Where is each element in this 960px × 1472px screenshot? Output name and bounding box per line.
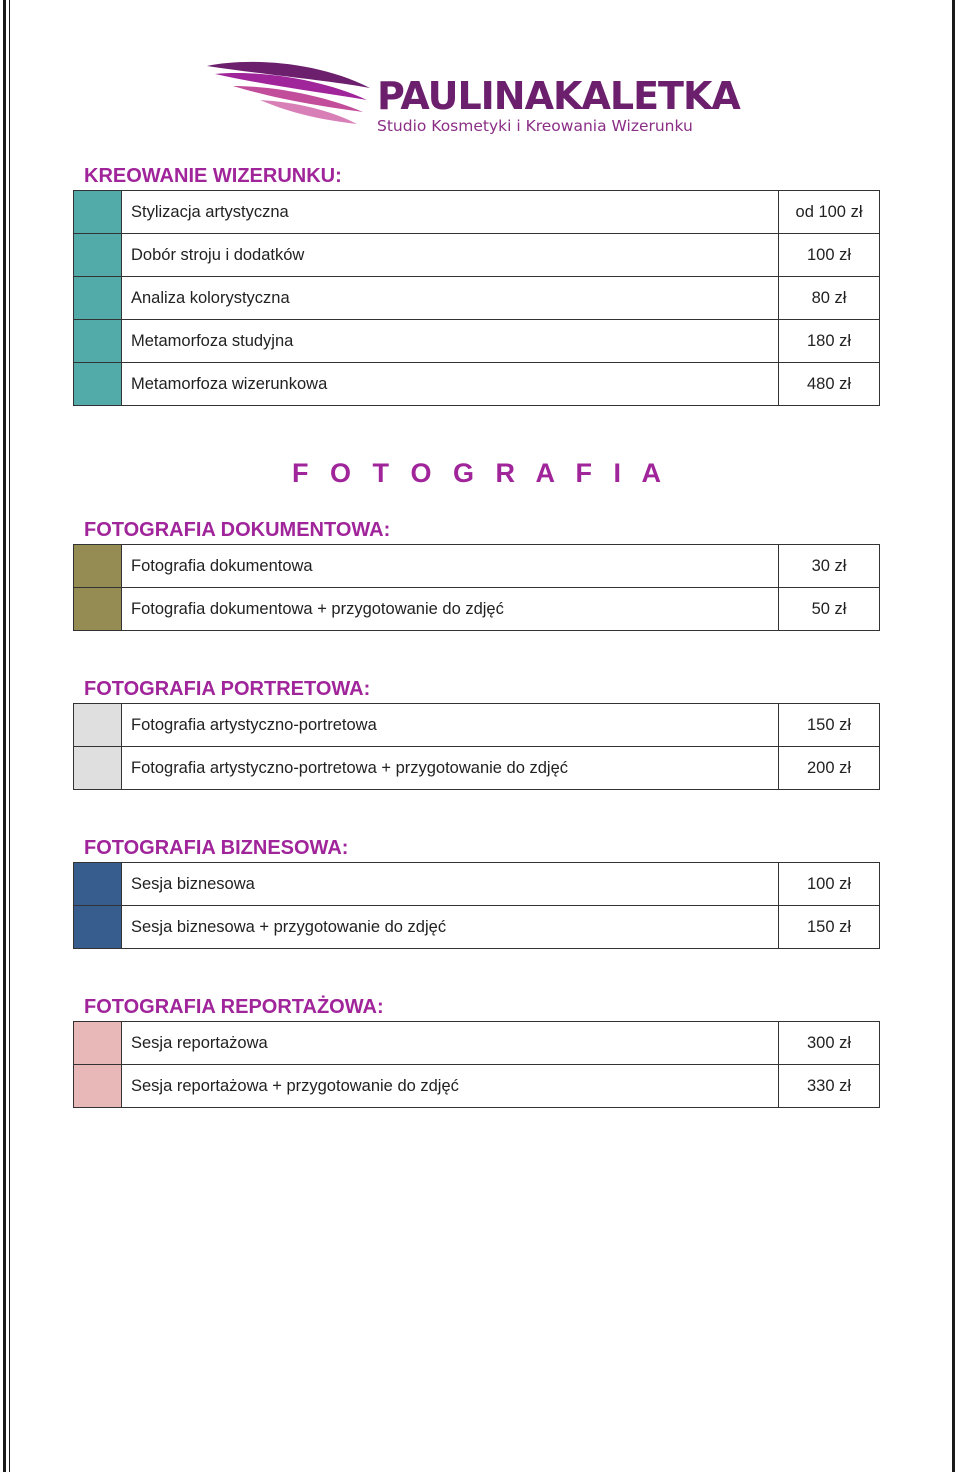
price-table-reportazowa bbox=[73, 1021, 880, 1108]
page-border-left bbox=[3, 0, 6, 1472]
service-name: Fotografia artystyczno-portretowa + przygotowanie do zdjęć bbox=[131, 759, 569, 777]
service-price: 50 zł bbox=[778, 588, 879, 630]
section-title-biznesowa: FOTOGRAFIA BIZNESOWA: bbox=[84, 837, 349, 859]
logo-tagline: Studio Kosmetyki i Kreowania Wizerunku bbox=[377, 117, 693, 135]
logo-name: PAULINAKALETKA bbox=[377, 74, 740, 118]
service-price: 100 zł bbox=[778, 234, 879, 276]
table-row bbox=[74, 545, 879, 587]
table-row bbox=[74, 1064, 879, 1107]
service-name: Analiza kolorystyczna bbox=[131, 289, 290, 307]
logo bbox=[205, 58, 775, 140]
service-name: Sesja biznesowa bbox=[131, 875, 255, 893]
service-name: Stylizacja artystyczna bbox=[131, 203, 289, 221]
service-price: 150 zł bbox=[778, 906, 879, 948]
service-price: 150 zł bbox=[778, 704, 879, 746]
service-name: Metamorfoza studyjna bbox=[131, 332, 294, 350]
service-name: Sesja reportażowa bbox=[131, 1034, 268, 1052]
service-name: Sesja reportażowa + przygotowanie do zdjęć bbox=[131, 1077, 459, 1095]
service-price: 300 zł bbox=[778, 1022, 879, 1064]
service-price: 200 zł bbox=[778, 747, 879, 789]
service-price: 100 zł bbox=[778, 863, 879, 905]
table-row bbox=[74, 704, 879, 746]
table-row bbox=[74, 746, 879, 789]
section-title-kreowanie: KREOWANIE WIZERUNKU: bbox=[84, 165, 342, 187]
price-table-portretowa bbox=[73, 703, 880, 790]
page-title: F O T O G R A F I A bbox=[292, 458, 668, 488]
table-row bbox=[74, 905, 879, 948]
service-name: Fotografia dokumentowa bbox=[131, 557, 313, 575]
price-table-biznesowa bbox=[73, 862, 880, 949]
page-border-left-inner bbox=[9, 0, 10, 1472]
table-row bbox=[74, 319, 879, 362]
service-name: Dobór stroju i dodatków bbox=[131, 246, 305, 264]
price-table-dokumentowa bbox=[73, 544, 880, 631]
service-name: Sesja biznesowa + przygotowanie do zdjęć bbox=[131, 918, 447, 936]
service-name: Metamorfoza wizerunkowa bbox=[131, 375, 328, 393]
service-price: 330 zł bbox=[778, 1065, 879, 1107]
price-table-kreowanie bbox=[73, 190, 880, 406]
service-price: od 100 zł bbox=[778, 191, 879, 233]
service-price: 80 zł bbox=[778, 277, 879, 319]
table-row bbox=[74, 276, 879, 319]
section-title-dokumentowa: FOTOGRAFIA DOKUMENTOWA: bbox=[84, 519, 391, 541]
page-border-right bbox=[952, 0, 955, 1472]
table-row bbox=[74, 863, 879, 905]
service-name: Fotografia artystyczno-portretowa bbox=[131, 716, 377, 734]
table-row bbox=[74, 587, 879, 630]
service-price: 30 zł bbox=[778, 545, 879, 587]
wing-icon bbox=[205, 58, 380, 140]
service-price: 180 zł bbox=[778, 320, 879, 362]
service-price: 480 zł bbox=[778, 363, 879, 405]
table-row bbox=[74, 191, 879, 233]
table-row bbox=[74, 1022, 879, 1064]
table-row bbox=[74, 362, 879, 405]
service-name: Fotografia dokumentowa + przygotowanie do zdjęć bbox=[131, 600, 504, 618]
table-row bbox=[74, 233, 879, 276]
section-title-portretowa: FOTOGRAFIA PORTRETOWA: bbox=[84, 678, 371, 700]
section-title-reportazowa: FOTOGRAFIA REPORTAŻOWA: bbox=[84, 996, 384, 1018]
